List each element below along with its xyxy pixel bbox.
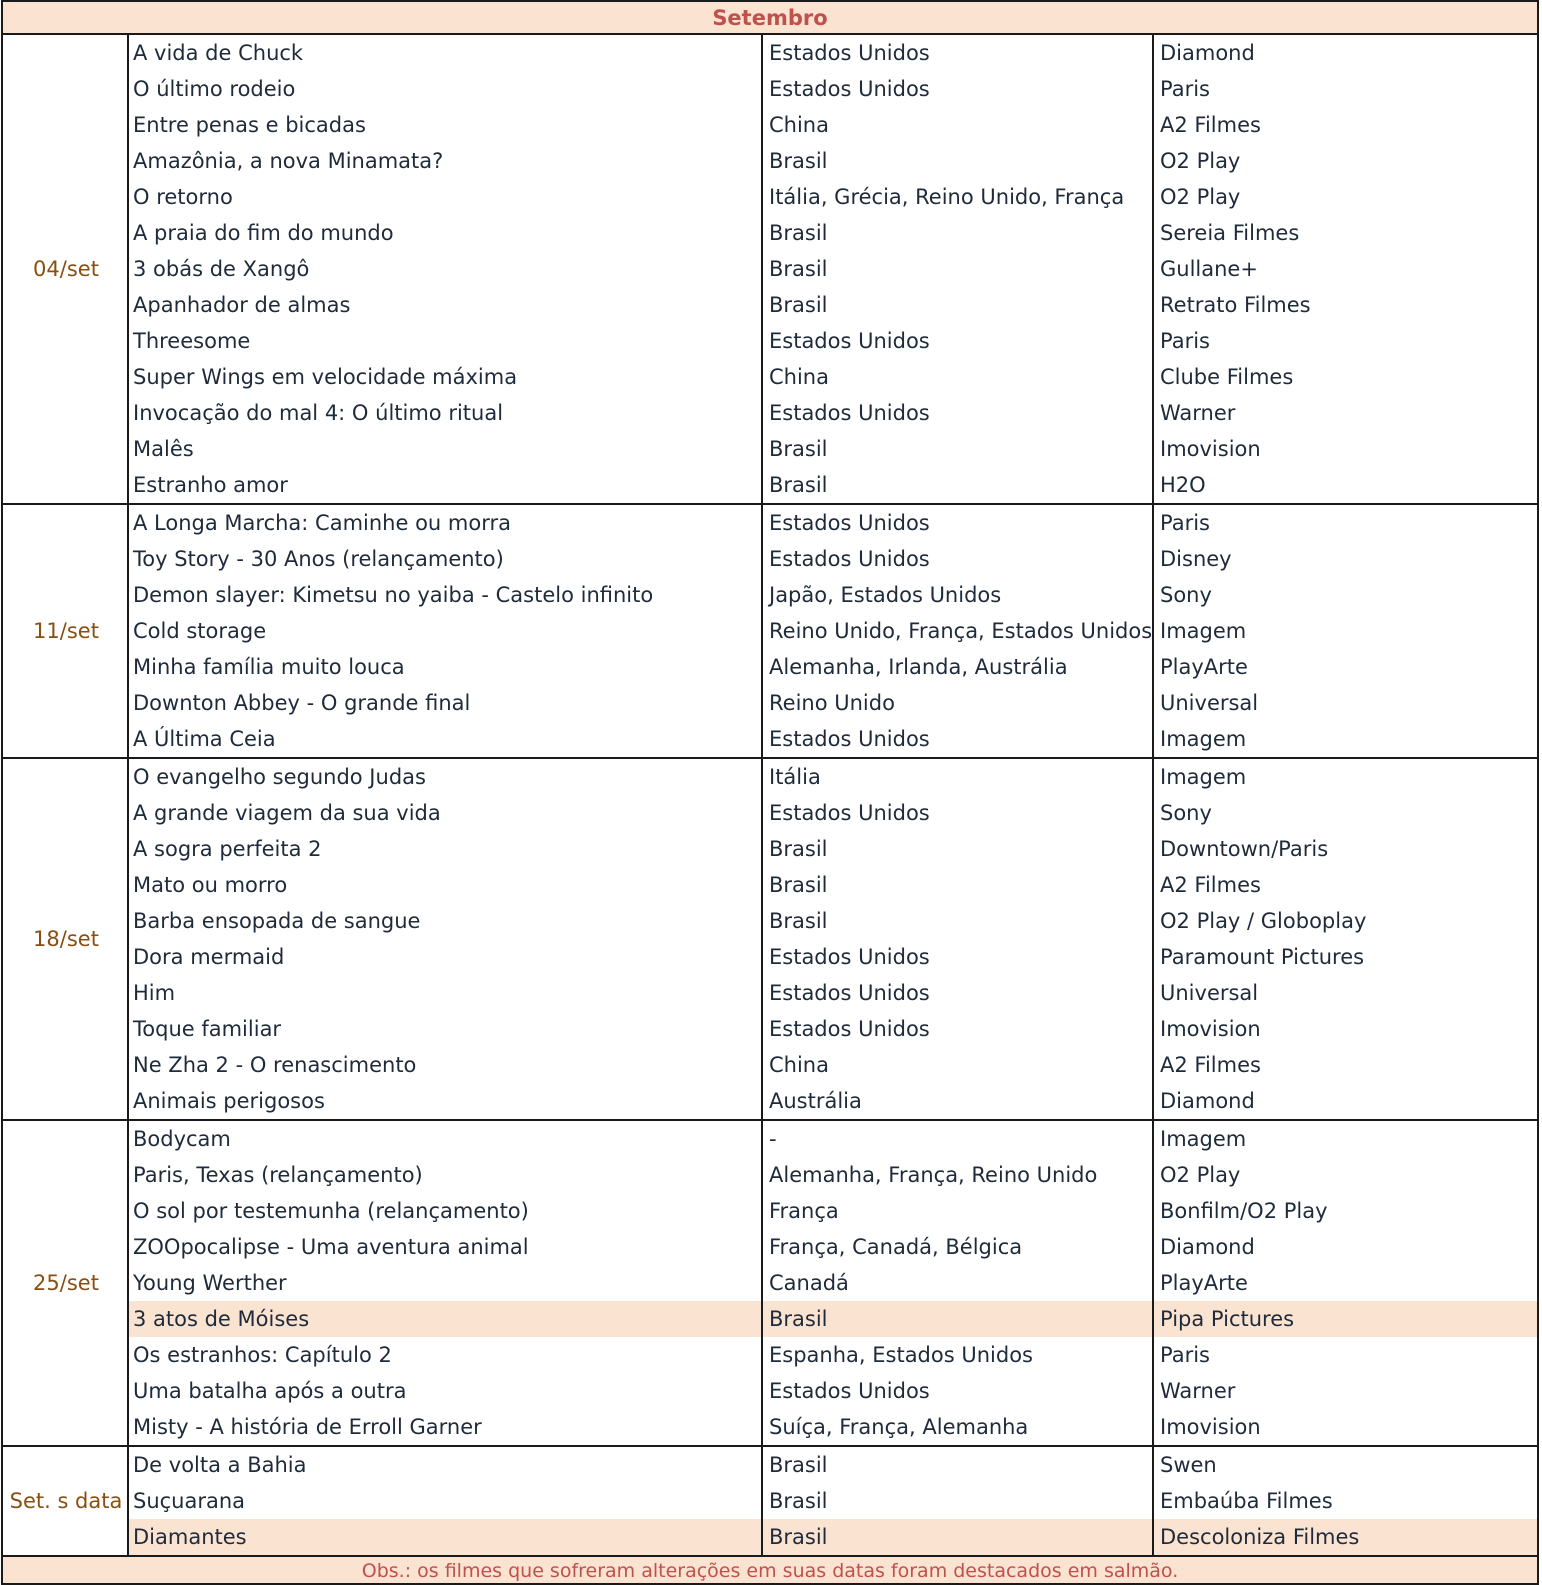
movie-title: A Longa Marcha: Caminhe ou morra bbox=[133, 511, 511, 535]
table-row bbox=[129, 359, 1537, 395]
table-row bbox=[129, 1519, 1537, 1555]
table-row bbox=[129, 251, 1537, 287]
table-row bbox=[129, 867, 1537, 903]
table-row bbox=[129, 1373, 1537, 1409]
column-divider bbox=[1152, 35, 1154, 503]
column-divider bbox=[761, 759, 763, 1119]
movie-country: China bbox=[769, 113, 829, 137]
table-row bbox=[129, 1011, 1537, 1047]
movie-title: Mato ou morro bbox=[133, 873, 288, 897]
table-row bbox=[129, 1229, 1537, 1265]
movie-distributor: Warner bbox=[1160, 1379, 1236, 1403]
movie-distributor: Universal bbox=[1160, 691, 1259, 715]
movie-title: Invocação do mal 4: O último ritual bbox=[133, 401, 504, 425]
movie-country: Brasil bbox=[769, 293, 828, 317]
movie-title: O último rodeio bbox=[133, 77, 296, 101]
movie-distributor: Imovision bbox=[1160, 1415, 1261, 1439]
movie-country: Brasil bbox=[769, 1307, 828, 1331]
movie-title: Dora mermaid bbox=[133, 945, 285, 969]
movie-distributor: Downtown/Paris bbox=[1160, 837, 1329, 861]
table-row bbox=[129, 1447, 1537, 1483]
movie-country: Espanha, Estados Unidos bbox=[769, 1343, 1033, 1367]
movie-distributor: Sony bbox=[1160, 583, 1212, 607]
movie-title: Ne Zha 2 - O renascimento bbox=[133, 1053, 417, 1077]
table-row bbox=[129, 1265, 1537, 1301]
column-divider bbox=[1152, 1121, 1154, 1445]
movie-title: Os estranhos: Capítulo 2 bbox=[133, 1343, 392, 1367]
release-date: Set. s data bbox=[9, 1489, 123, 1513]
movie-country: Alemanha, Irlanda, Austrália bbox=[769, 655, 1068, 679]
movie-country: Itália bbox=[769, 765, 821, 789]
movie-title: 3 atos de Móises bbox=[133, 1307, 310, 1331]
movie-distributor: O2 Play / Globoplay bbox=[1160, 909, 1367, 933]
movie-country: Estados Unidos bbox=[769, 547, 930, 571]
movie-distributor: A2 Filmes bbox=[1160, 873, 1261, 897]
date-group bbox=[1, 759, 1539, 1121]
column-divider bbox=[1152, 1447, 1154, 1555]
movie-distributor: PlayArte bbox=[1160, 1271, 1248, 1295]
movie-title: A praia do fim do mundo bbox=[133, 221, 394, 245]
movie-country: Brasil bbox=[769, 149, 828, 173]
table-row bbox=[129, 395, 1537, 431]
movie-country: Reino Unido, França, Estados Unidos bbox=[769, 619, 1153, 643]
table-row bbox=[129, 1121, 1537, 1157]
column-divider bbox=[127, 759, 129, 1119]
movie-title: Animais perigosos bbox=[133, 1089, 325, 1113]
movie-country: Brasil bbox=[769, 257, 828, 281]
movie-title: Entre penas e bicadas bbox=[133, 113, 366, 137]
column-divider bbox=[761, 35, 763, 503]
movie-title: Super Wings em velocidade máxima bbox=[133, 365, 518, 389]
movie-title: ZOOpocalipse - Uma aventura animal bbox=[133, 1235, 529, 1259]
release-date: 11/set bbox=[33, 619, 99, 643]
movie-distributor: Diamond bbox=[1160, 41, 1255, 65]
movie-distributor: Imovision bbox=[1160, 1017, 1261, 1041]
date-group bbox=[1, 35, 1539, 505]
movie-country: Brasil bbox=[769, 1525, 828, 1549]
movie-distributor: Gullane+ bbox=[1160, 257, 1258, 281]
movie-title: Toy Story - 30 Anos (relançamento) bbox=[133, 547, 504, 571]
movie-country: Estados Unidos bbox=[769, 77, 930, 101]
table-row bbox=[129, 107, 1537, 143]
movie-distributor: Sony bbox=[1160, 801, 1212, 825]
table-row bbox=[129, 179, 1537, 215]
movie-country: Brasil bbox=[769, 909, 828, 933]
column-divider bbox=[761, 1447, 763, 1555]
movie-title: O evangelho segundo Judas bbox=[133, 765, 426, 789]
movie-title: A vida de Chuck bbox=[133, 41, 304, 65]
column-divider bbox=[1152, 505, 1154, 757]
table-row bbox=[129, 831, 1537, 867]
table-row bbox=[129, 1483, 1537, 1519]
movie-country: Estados Unidos bbox=[769, 1379, 930, 1403]
table-row bbox=[129, 323, 1537, 359]
movie-distributor: O2 Play bbox=[1160, 1163, 1241, 1187]
movie-title: Uma batalha após a outra bbox=[133, 1379, 407, 1403]
movie-distributor: Universal bbox=[1160, 981, 1259, 1005]
table-row bbox=[129, 467, 1537, 503]
movie-country: Brasil bbox=[769, 873, 828, 897]
movie-country: Estados Unidos bbox=[769, 727, 930, 751]
movie-country: - bbox=[769, 1127, 777, 1151]
movie-title: De volta a Bahia bbox=[133, 1453, 307, 1477]
movie-distributor: Swen bbox=[1160, 1453, 1217, 1477]
movie-distributor: PlayArte bbox=[1160, 655, 1248, 679]
movie-title: Misty - A história de Erroll Garner bbox=[133, 1415, 482, 1439]
movie-distributor: Paris bbox=[1160, 329, 1210, 353]
movie-country: Estados Unidos bbox=[769, 981, 930, 1005]
movie-country: Canadá bbox=[769, 1271, 849, 1295]
movie-distributor: Diamond bbox=[1160, 1235, 1255, 1259]
movie-country: Brasil bbox=[769, 221, 828, 245]
table-row bbox=[129, 903, 1537, 939]
movie-country: Estados Unidos bbox=[769, 945, 930, 969]
movie-title: Paris, Texas (relançamento) bbox=[133, 1163, 423, 1187]
movie-distributor: Descoloniza Filmes bbox=[1160, 1525, 1360, 1549]
table-row bbox=[129, 1301, 1537, 1337]
movie-country: Reino Unido bbox=[769, 691, 895, 715]
table-row bbox=[129, 71, 1537, 107]
table-row bbox=[129, 35, 1537, 71]
movie-distributor: Sereia Filmes bbox=[1160, 221, 1300, 245]
movie-country: Itália, Grécia, Reino Unido, França bbox=[769, 185, 1125, 209]
column-divider bbox=[127, 1447, 129, 1555]
movie-distributor: Pipa Pictures bbox=[1160, 1307, 1295, 1331]
table-row bbox=[129, 721, 1537, 757]
movie-distributor: Imovision bbox=[1160, 437, 1261, 461]
movie-distributor: H2O bbox=[1160, 473, 1206, 497]
movie-title: A Última Ceia bbox=[133, 727, 276, 751]
table-row bbox=[129, 541, 1537, 577]
movie-country: Brasil bbox=[769, 1489, 828, 1513]
table-row bbox=[129, 505, 1537, 541]
movie-distributor: Imagem bbox=[1160, 727, 1247, 751]
movie-title: Minha família muito louca bbox=[133, 655, 405, 679]
movie-title: Demon slayer: Kimetsu no yaiba - Castelo infinito bbox=[133, 583, 654, 607]
movie-distributor: Disney bbox=[1160, 547, 1232, 571]
table-row bbox=[129, 975, 1537, 1011]
movie-title: Threesome bbox=[133, 329, 251, 353]
table-row bbox=[129, 685, 1537, 721]
movie-distributor: Embaúba Filmes bbox=[1160, 1489, 1333, 1513]
movie-title: Estranho amor bbox=[133, 473, 288, 497]
movie-distributor: Paris bbox=[1160, 511, 1210, 535]
column-divider bbox=[127, 35, 129, 503]
column-divider bbox=[761, 505, 763, 757]
movie-country: Brasil bbox=[769, 1453, 828, 1477]
column-divider bbox=[127, 1121, 129, 1445]
movie-title: Toque familiar bbox=[133, 1017, 282, 1041]
movie-title: Downton Abbey - O grande final bbox=[133, 691, 471, 715]
table-row bbox=[129, 1083, 1537, 1119]
movie-country: Brasil bbox=[769, 473, 828, 497]
movie-title: A grande viagem da sua vida bbox=[133, 801, 441, 825]
table-row bbox=[129, 1047, 1537, 1083]
observation-note: Obs.: os filmes que sofreram alterações em suas datas foram destacados em salmão. bbox=[1, 1557, 1539, 1585]
movie-distributor: Paris bbox=[1160, 77, 1210, 101]
movie-title: Cold storage bbox=[133, 619, 267, 643]
movie-distributor: O2 Play bbox=[1160, 149, 1241, 173]
movie-country: Suíça, França, Alemanha bbox=[769, 1415, 1029, 1439]
column-divider bbox=[1152, 759, 1154, 1119]
movie-country: França bbox=[769, 1199, 839, 1223]
table-row bbox=[129, 1409, 1537, 1445]
column-divider bbox=[127, 505, 129, 757]
movie-country: Estados Unidos bbox=[769, 329, 930, 353]
movie-title: O sol por testemunha (relançamento) bbox=[133, 1199, 529, 1223]
movie-distributor: Bonfilm/O2 Play bbox=[1160, 1199, 1328, 1223]
movie-title: 3 obás de Xangô bbox=[133, 257, 310, 281]
movie-title: Apanhador de almas bbox=[133, 293, 351, 317]
column-divider bbox=[761, 1121, 763, 1445]
movie-country: China bbox=[769, 365, 829, 389]
movie-distributor: A2 Filmes bbox=[1160, 113, 1261, 137]
table-row bbox=[129, 613, 1537, 649]
movie-country: Estados Unidos bbox=[769, 1017, 930, 1041]
movie-country: Alemanha, França, Reino Unido bbox=[769, 1163, 1098, 1187]
date-group bbox=[1, 505, 1539, 759]
movie-distributor: Clube Filmes bbox=[1160, 365, 1294, 389]
movie-country: Brasil bbox=[769, 837, 828, 861]
movie-country: China bbox=[769, 1053, 829, 1077]
table-row bbox=[129, 143, 1537, 179]
table-row bbox=[129, 649, 1537, 685]
release-date: 18/set bbox=[33, 927, 99, 951]
movie-title: A sogra perfeita 2 bbox=[133, 837, 322, 861]
movie-country: Brasil bbox=[769, 437, 828, 461]
movie-country: Estados Unidos bbox=[769, 801, 930, 825]
movie-country: Japão, Estados Unidos bbox=[769, 583, 1002, 607]
table-row bbox=[129, 1157, 1537, 1193]
movie-country: Austrália bbox=[769, 1089, 862, 1113]
movie-title: Suçuarana bbox=[133, 1489, 246, 1513]
table-row bbox=[129, 795, 1537, 831]
movie-country: Estados Unidos bbox=[769, 401, 930, 425]
movie-distributor: Paramount Pictures bbox=[1160, 945, 1365, 969]
movie-distributor: Imagem bbox=[1160, 765, 1247, 789]
movie-country: França, Canadá, Bélgica bbox=[769, 1235, 1023, 1259]
movie-distributor: Warner bbox=[1160, 401, 1236, 425]
movie-title: Young Werther bbox=[133, 1271, 287, 1295]
table-row bbox=[129, 759, 1537, 795]
table-row bbox=[129, 1193, 1537, 1229]
release-date: 04/set bbox=[33, 257, 99, 281]
movie-country: Estados Unidos bbox=[769, 511, 930, 535]
movie-country: Estados Unidos bbox=[769, 41, 930, 65]
movie-distributor: A2 Filmes bbox=[1160, 1053, 1261, 1077]
release-date: 25/set bbox=[33, 1271, 99, 1295]
movie-distributor: Imagem bbox=[1160, 1127, 1247, 1151]
table-row bbox=[129, 287, 1537, 323]
movie-distributor: O2 Play bbox=[1160, 185, 1241, 209]
movie-title: Amazônia, a nova Minamata? bbox=[133, 149, 444, 173]
date-group bbox=[1, 1121, 1539, 1447]
date-group bbox=[1, 1447, 1539, 1557]
movie-distributor: Diamond bbox=[1160, 1089, 1255, 1113]
movie-title: Him bbox=[133, 981, 176, 1005]
table-row bbox=[129, 577, 1537, 613]
movie-title: O retorno bbox=[133, 185, 233, 209]
movie-distributor: Retrato Filmes bbox=[1160, 293, 1311, 317]
movie-title: Bodycam bbox=[133, 1127, 231, 1151]
table-row bbox=[129, 431, 1537, 467]
table-row bbox=[129, 1337, 1537, 1373]
movie-title: Barba ensopada de sangue bbox=[133, 909, 421, 933]
movie-distributor: Imagem bbox=[1160, 619, 1247, 643]
movie-distributor: Paris bbox=[1160, 1343, 1210, 1367]
table-row bbox=[129, 215, 1537, 251]
month-title: Setembro bbox=[1, 0, 1539, 35]
table-row bbox=[129, 939, 1537, 975]
movie-title: Diamantes bbox=[133, 1525, 247, 1549]
movie-title: Malês bbox=[133, 437, 194, 461]
